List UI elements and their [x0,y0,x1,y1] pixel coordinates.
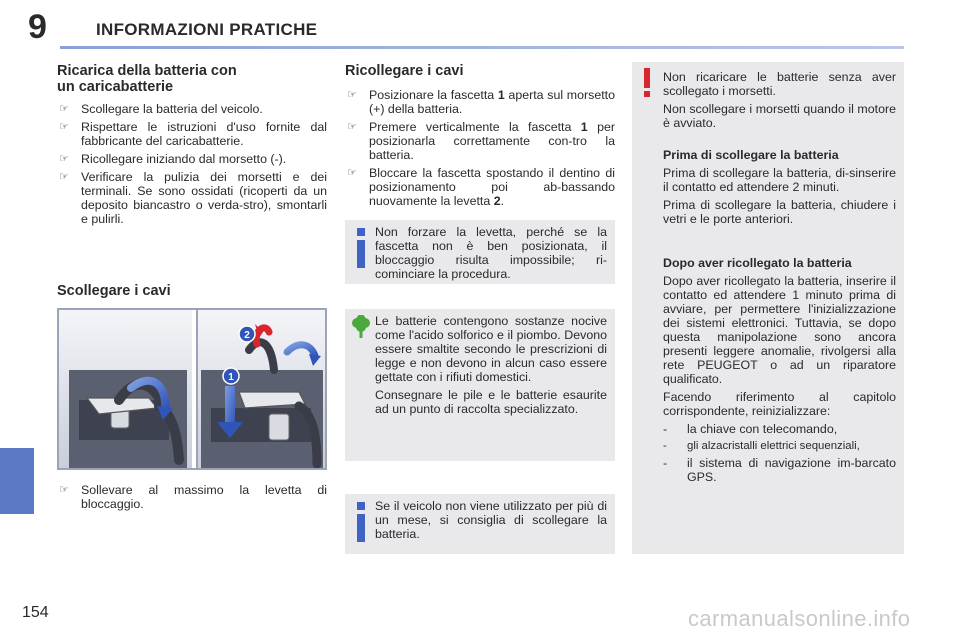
reconnect-step: ☞ Premere verticalmente la fascetta 1 per posizionarla correttamente con-tro la batteria. [347,120,615,162]
warning-icon [640,68,654,98]
after-reconnect-text-2: Facendo riferimento al capitolo corrispondente, reinizializzare: [663,390,896,418]
after-reconnect-title: Dopo aver ricollegato la batteria [663,256,852,270]
charging-title: Ricarica della batteria con un caricabatterie [57,63,237,95]
callout-1-label: 1 [228,372,234,383]
charging-step: ☞ Rispettare le istruzioni d'uso fornite dal fabbricante del caricabatterie. [59,120,327,148]
after-reconnect-text-1: Dopo aver ricollegato la batteria, inserire il contatto ed attendere 1 minuto prima di avviare, per permettere l'inizializzazione dei sistemi elettronici. Tuttavia, se dopo questa manipolazione sono ancora presenti leggere anomalie, rivolgersi alla rete PEUGEOT o ad un riparatore qualificato. [663,274,896,386]
pointing-hand-icon: ☞ [347,167,357,179]
reinit-item: - la chiave con telecomando, [663,422,838,436]
eco-box [345,309,615,461]
chapter-side-tab [0,448,34,514]
warning-intro-1: Non ricaricare le batterie senza aver scollegato i morsetti. [663,70,896,98]
watermark: carmanualsonline.info [688,606,911,631]
chapter-title: INFORMAZIONI PRATICHE [96,20,318,39]
pointing-hand-icon: ☞ [347,89,357,101]
reconnect-title: Ricollegare i cavi [345,63,464,79]
reconnect-step: ☞ Bloccare la fascetta spostando il dentino di posizionamento poi ab-bassando nuovamente la levetta 2. [347,166,615,208]
reconnect-steps [345,88,615,212]
pointing-hand-icon: ☞ [59,171,69,183]
eco-text-2: Consegnare le pile e le batterie esaurite ad un punto di raccolta specializzato. [375,388,607,416]
battery-clamp-illustration [57,308,327,470]
header-rule [60,46,904,49]
charging-step: ☞ Ricollegare iniziando dal morsetto (-). [59,152,287,166]
pointing-hand-icon: ☞ [59,153,69,165]
callout-2-label: 2 [244,330,250,341]
tree-icon [351,315,371,339]
info-box-storage [345,494,615,554]
charging-steps [57,102,327,230]
reinit-list [663,422,896,484]
pointing-hand-icon: ☞ [59,121,69,133]
charging-step: ☞ Scollegare la batteria del veicolo. [59,102,263,116]
charging-step: ☞ Verificare la pulizia dei morsetti e dei terminali. Se sono ossidati (ricoperti da un deposito biancastro o verda-stro), smontarli e pulirli. [59,170,327,226]
info-box-lever-text: Non forzare la levetta, perché se la fascetta non è ben posizionata, il bloccaggio risulta impossibile; ri-cominciare la procedura. [375,225,607,281]
info-icon [353,228,369,268]
page-number: 154 [22,604,49,621]
disconnect-step: ☞ Sollevare al massimo la levetta di bloccaggio. [59,483,327,511]
battery-clamp-drawing [59,310,325,468]
info-box-lever [345,220,615,284]
down-arrow-icon [225,386,235,426]
pointing-hand-icon: ☞ [59,484,69,496]
disconnect-steps [57,483,327,515]
warning-box [632,62,904,554]
reinit-item: - gli alzacristalli elettrici sequenziali, [663,440,860,452]
reinit-item: - il sistema di navigazione im-barcato GPS. [663,456,896,484]
pointing-hand-icon: ☞ [347,121,357,133]
before-disconnect-text-2: Prima di scollegare la batteria, chiudere i vetri e le porte anteriori. [663,198,896,226]
info-box-storage-text: Se il veicolo non viene utilizzato per più di un mese, si consiglia di scollegare la batteria. [375,499,607,541]
chapter-number: 9 [28,8,47,46]
pointing-hand-icon: ☞ [59,103,69,115]
warning-intro-2: Non scollegare i morsetti quando il motore è avviato. [663,102,896,130]
reconnect-step: ☞ Posizionare la fascetta 1 aperta sul morsetto (+) della batteria. [347,88,615,116]
disconnect-title: Scollegare i cavi [57,283,171,299]
eco-text-1: Le batterie contengono sostanze nocive come l'acido solforico e il piombo. Devono essere smaltite secondo le prescrizioni di legge e non devono in alcun caso essere gettate con i rifiuti domestici. [375,314,607,384]
before-disconnect-text-1: Prima di scollegare la batteria, di-sinserire il contatto ed attendere 2 minuti. [663,166,896,194]
info-icon [353,502,369,542]
before-disconnect-title: Prima di scollegare la batteria [663,148,839,162]
